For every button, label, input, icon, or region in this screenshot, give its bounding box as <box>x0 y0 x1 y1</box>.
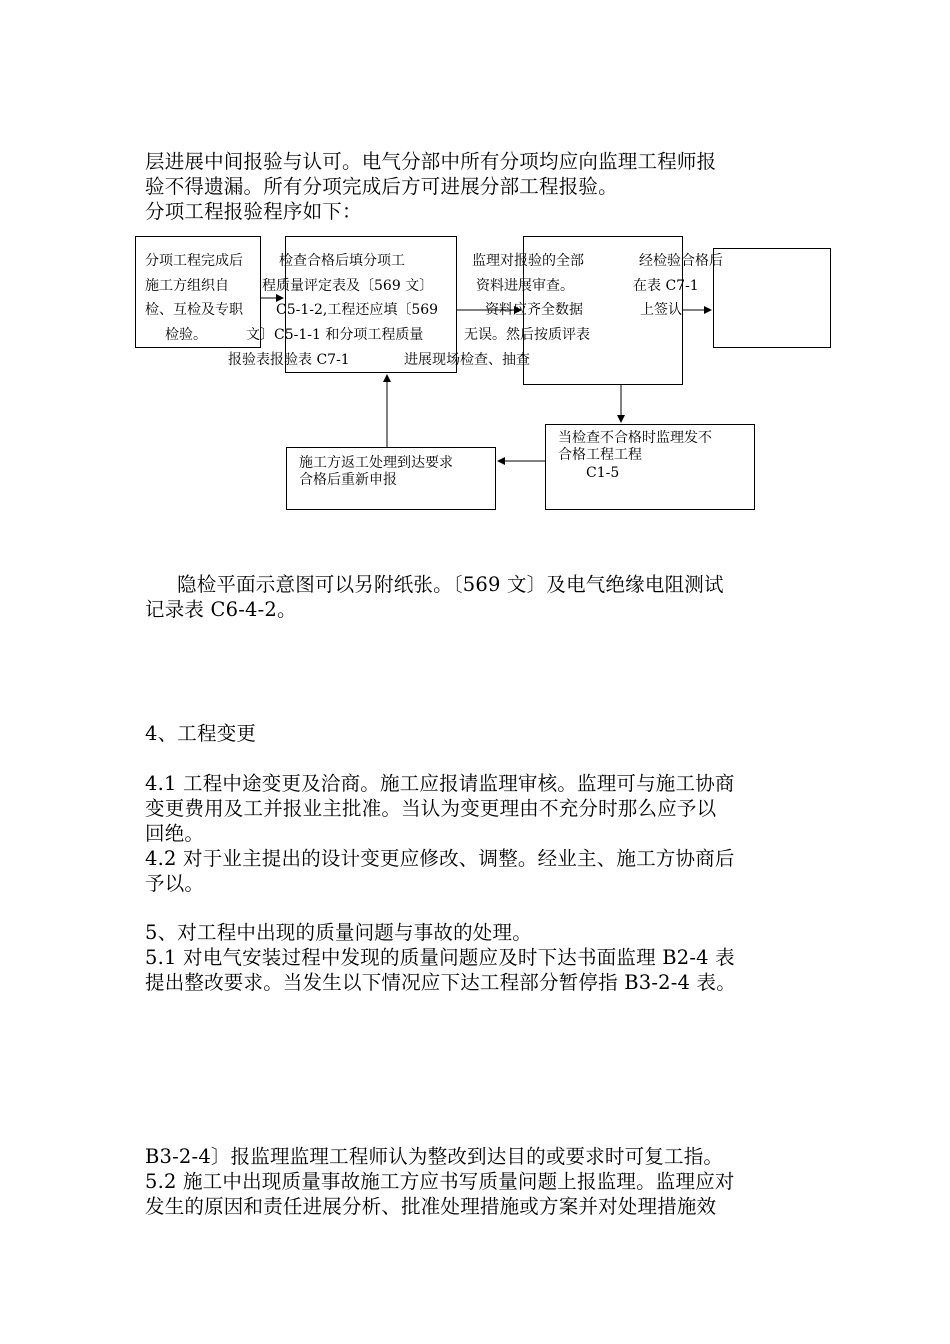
paragraph-line: 隐检平面示意图可以另附纸张。〔569 文〕及电气绝缘电阻测试 <box>177 573 724 596</box>
paragraph-line: 5.2 施工中出现质量事故施工方应书写质量问题上报监理。监理应对 <box>145 1170 735 1193</box>
flow-text: 合格后重新申报 <box>299 472 397 488</box>
flow-text: 经检验合格后 <box>639 253 723 269</box>
flow-text: 合格工程工程 <box>558 447 642 463</box>
paragraph-line: 4.2 对于业主提出的设计变更应修改、调整。经业主、施工方协商后 <box>145 847 735 870</box>
paragraph-line: 验不得遗漏。所有分项完成后方可进展分部工程报验。 <box>145 175 618 198</box>
section-heading: 5、对工程中出现的质量问题与事故的处理。 <box>145 921 532 944</box>
paragraph-line: 予以。 <box>145 872 205 895</box>
flow-text: 分项工程完成后 <box>145 253 243 269</box>
flow-text: 在表 C7-1 <box>633 278 699 294</box>
flow-text: 报验表报验表 C7-1 <box>228 352 350 368</box>
paragraph-line: 变更费用及工并报业主批准。当认为变更理由不充分时那么应予以 <box>145 797 717 820</box>
paragraph-line: 发生的原因和责任进展分析、批准处理措施或方案并对处理措施效 <box>145 1195 717 1218</box>
paragraph-line: 4.1 工程中途变更及洽商。施工应报请监理审核。监理可与施工协商 <box>145 772 735 795</box>
flow-text: 文〕C5-1-1 和分项工程质量 <box>246 327 424 343</box>
flow-text: 进展现场检查、抽查 <box>404 352 530 368</box>
flow-text: C5-1-2,工程还应填〔569 <box>276 302 439 318</box>
paragraph-line: 层进展中间报验与认可。电气分部中所有分项均应向监理工程师报 <box>145 150 717 173</box>
flow-text: 资料应齐全数据 <box>485 302 583 318</box>
flow-text: 资料进展审查。 <box>476 278 574 294</box>
flow-text: 检查合格后填分项工 <box>279 253 405 269</box>
paragraph-line: 5.1 对电气安装过程中发现的质量问题应及时下达书面监理 B2-4 表 <box>145 946 735 969</box>
flow-text: 检验。 <box>165 327 207 343</box>
flow-text: 检、互检及专职 <box>145 302 243 318</box>
flow-text: 监理对报验的全部 <box>472 253 584 269</box>
paragraph-line: 提出整改要求。当发生以下情况应下达工程部分暂停指 B3-2-4 表。 <box>145 971 736 994</box>
flow-intro-line: 分项工程报验程序如下： <box>145 200 362 223</box>
paragraph-line: B3-2-4〕报监理监理工程师认为整改到达目的或要求时可复工指。 <box>145 1145 724 1168</box>
paragraph-line: 记录表 C6-4-2。 <box>145 598 297 621</box>
flow-text: 当检查不合格时监理发不 <box>558 430 712 446</box>
flow-text: C1-5 <box>586 465 620 481</box>
flow-text: 无误。然后按质评表 <box>464 327 590 343</box>
flow-text: 程质量评定表及〔569 文〕 <box>262 278 434 294</box>
flow-text: 施工方返工处理到达要求 <box>299 455 453 471</box>
flow-text: 上签认 <box>640 302 682 318</box>
paragraph-line: 回绝。 <box>145 822 205 845</box>
section-heading: 4、工程变更 <box>145 722 257 745</box>
flow-text: 施工方组织自 <box>145 278 229 294</box>
